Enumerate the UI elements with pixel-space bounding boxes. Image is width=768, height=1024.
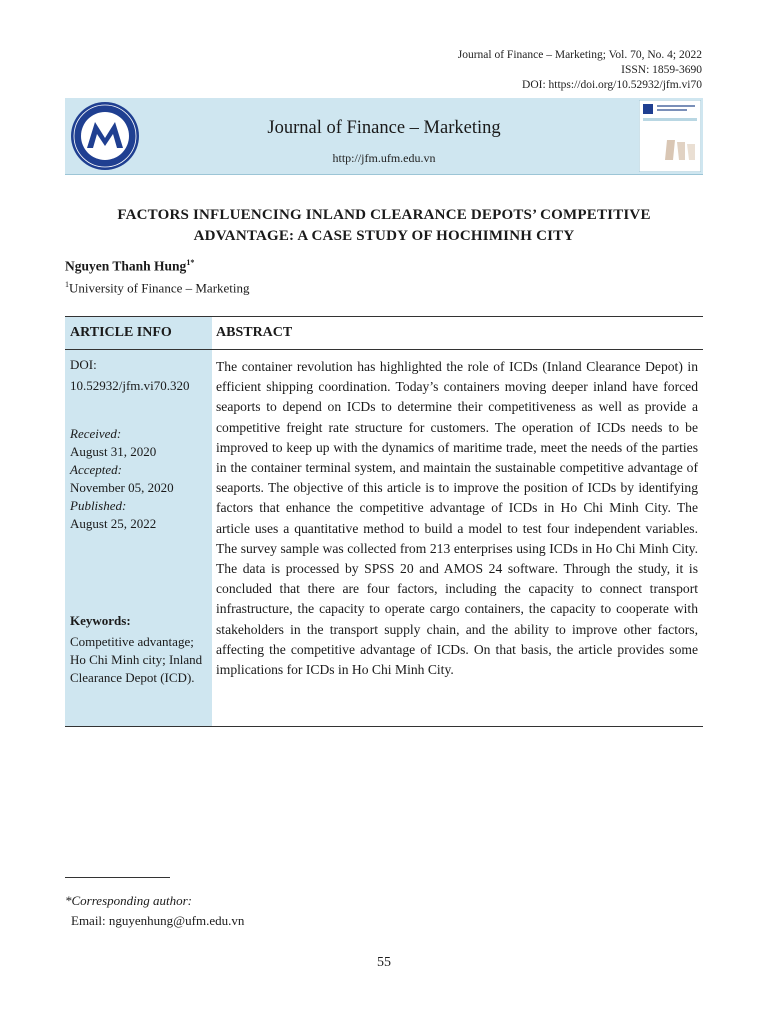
- keywords-text: Competitive advantage; Ho Chi Minh city; Inland Clearance Depot (ICD).: [70, 634, 203, 685]
- article-title-line-2: ADVANTAGE: A CASE STUDY OF HOCHIMINH CITY: [193, 228, 575, 244]
- author-superscript: 1*: [186, 258, 195, 267]
- info-body-row: [65, 350, 703, 726]
- keywords-label: Keywords:: [70, 613, 131, 628]
- dates-block: [70, 425, 208, 533]
- received-label: Received:: [70, 426, 122, 441]
- footnote-divider: [65, 877, 170, 878]
- page-number: 55: [377, 955, 391, 970]
- corresponding-email[interactable]: Email: nguyenhung@ufm.edu.vn: [71, 913, 245, 928]
- info-header-row: [65, 317, 703, 350]
- affiliation-superscript: 1: [65, 280, 69, 289]
- journal-metadata: [458, 48, 702, 93]
- doi-label: DOI:: [70, 357, 97, 372]
- keywords-block: [70, 612, 208, 687]
- published-label: Published:: [70, 498, 127, 513]
- author-name-text: Nguyen Thanh Hung: [65, 258, 187, 274]
- published-date: August 25, 2022: [70, 516, 157, 531]
- issn-line: ISSN: 1859-3690: [621, 64, 702, 76]
- affiliation-text: University of Finance – Marketing: [69, 280, 250, 296]
- doi-block: [70, 356, 208, 395]
- journal-volume-line: Journal of Finance – Marketing; Vol. 70, No. 4; 2022: [457, 49, 702, 61]
- article-title-line-1: FACTORS INFLUENCING INLAND CLEARANCE DEPOTS’ COMPETITIVE: [117, 207, 651, 223]
- article-info-table: [65, 316, 703, 727]
- corresponding-author-label: *Corresponding author:: [65, 893, 192, 908]
- banner-url[interactable]: http://jfm.ufm.edu.vn: [332, 151, 436, 165]
- banner-journal-name: Journal of Finance – Marketing: [267, 118, 501, 138]
- doi-value[interactable]: 10.52932/jfm.vi70.320: [70, 378, 190, 393]
- accepted-label: Accepted:: [70, 462, 122, 477]
- article-info-column: [65, 350, 212, 726]
- abstract-text: The container revolution has highlighted the role of ICDs (Inland Clearance Depot) in efficient shipping coordination. Today’s containers moving deeper inland have forced seaports to depend on ICDs to determine their competitiveness as well as provide a competitive freight rate structure for customers. The operation of ICDs needs to be improved to keep up with the dynamics of maritime trade, meet the needs of the parties in the container terminal system, and maintain the sustainable competitive advantage of seaports. The objective of this article is to improve the position of ICDs by identifying factors that enhance the competitive advantage of ICDs in Ho Chi Minh City. The article uses a quantitative method to build a model to test four independent variables. The survey sample was collected from 213 enterprises using ICDs in Ho Chi Minh City. The data is processed by SPSS 20 and AMOS 24 software. Through the study, it is concluded that there are four factors, including the capacity to connect transport infrastructure, the capacity to operate cargo containers, the capacity to cooperate with stakeholders in the transport supply chain, and the ability to improve other factors, affecting the competitive advantage of ICDs. On that basis, the article provides some implications for ICDs in Ho Chi Minh City.: [216, 359, 698, 678]
- accepted-date: November 05, 2020: [70, 480, 174, 495]
- abstract-header: ABSTRACT: [216, 325, 293, 340]
- author-name: [65, 258, 194, 275]
- doi-line: DOI: https://doi.org/10.52932/jfm.vi70: [522, 79, 702, 91]
- journal-cover-icon: [639, 100, 701, 172]
- article-info-header: ARTICLE INFO: [65, 317, 212, 349]
- received-date: August 31, 2020: [70, 444, 157, 459]
- journal-banner: [65, 98, 703, 175]
- author-affiliation: [65, 280, 250, 296]
- article-title: [65, 205, 703, 247]
